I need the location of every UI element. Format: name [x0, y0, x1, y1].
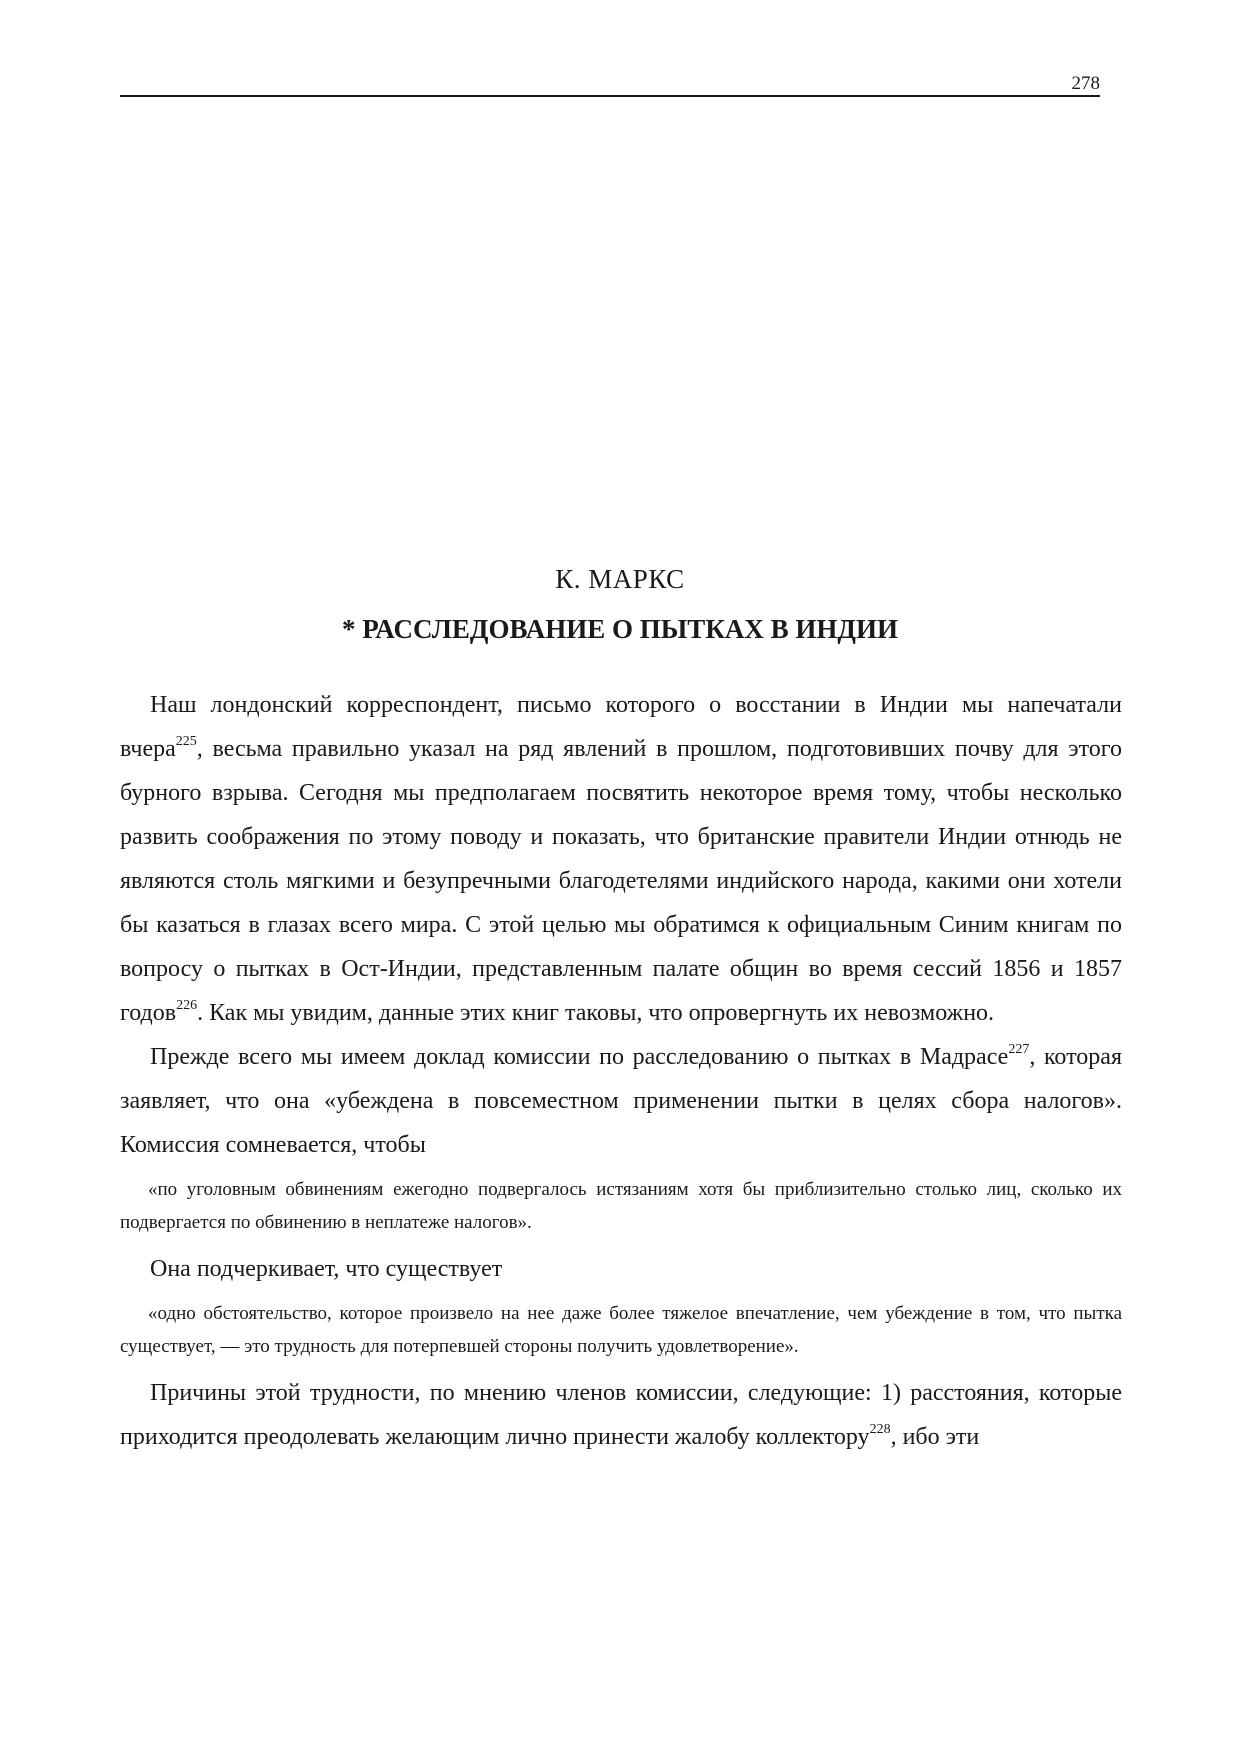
- block-quote-2: «одно обстоятельство, которое произвело на нее даже более тяжелое впечатление, чем убеждение в том, что пытка существует, — это трудность для потерпевшей стороны получить удовлетворение».: [120, 1303, 1122, 1357]
- footnote-ref-225: 225: [175, 734, 197, 749]
- header-rule: [120, 95, 1100, 97]
- paragraph-1-text-c: . Как мы увидим, данные этих книг таковы, что опровергнуть их невозможно.: [197, 1000, 995, 1026]
- article-title: * РАССЛЕДОВАНИЕ О ПЫТКАХ В ИНДИИ: [342, 614, 898, 644]
- paragraph-4-text-b: , ибо эти: [890, 1424, 980, 1450]
- paragraph-3: Она подчеркивает, что существует: [150, 1256, 503, 1282]
- paragraph-1-text-a: Наш лондонский корреспондент, письмо которого о восстании в Индии мы напечатали вчера: [120, 692, 1122, 762]
- footnote-ref-226: 226: [176, 998, 198, 1013]
- footnote-ref-228: 228: [869, 1422, 891, 1437]
- paragraph-4-text-a: Причины этой трудности, по мнению членов комиссии, следующие: 1) расстояния, которые приходится преодолевать желающим лично принести жалобу коллектору: [120, 1380, 1122, 1450]
- article-body: [120, 683, 1122, 1459]
- block-quote-1: «по уголовным обвинениям ежегодно подвергалось истязаниям хотя бы приблизительно столько лиц, сколько их подвергается по обвинению в неплатеже налогов».: [120, 1179, 1122, 1233]
- footnote-ref-227: 227: [1008, 1042, 1030, 1057]
- paragraph-4: [120, 1371, 1122, 1459]
- paragraph-2: [120, 1035, 1122, 1167]
- paragraph-2-text-b: , которая заявляет, что она «убеждена в повсеместном применении пытки в целях сбора налогов». Комиссия сомневается, чтобы: [120, 1044, 1122, 1158]
- paragraph-1-text-b: , весьма правильно указал на ряд явлений в прошлом, подготовивших почву для этого бурного взрыва. Сегодня мы предполагаем посвятить некоторое время тому, чтобы несколько развить соображения по этому поводу и показать, что британские правители Индии отнюдь не являются столь мягкими и безупречными благодетелями индийского народа, какими они хотели бы казаться в глазах всего мира. С этой целью мы обратимся к официальным Синим книгам по вопросу о пытках в Ост-Индии, представленным палате общин во время сессий 1856 и 1857 годов: [120, 736, 1122, 1026]
- page-number: 278: [1071, 73, 1100, 94]
- paragraph-2-text-a: Прежде всего мы имеем доклад комиссии по расследованию о пытках в Мадрасе: [150, 1044, 1009, 1070]
- article-author: К. МАРКС: [555, 564, 685, 594]
- paragraph-1: [120, 683, 1122, 1035]
